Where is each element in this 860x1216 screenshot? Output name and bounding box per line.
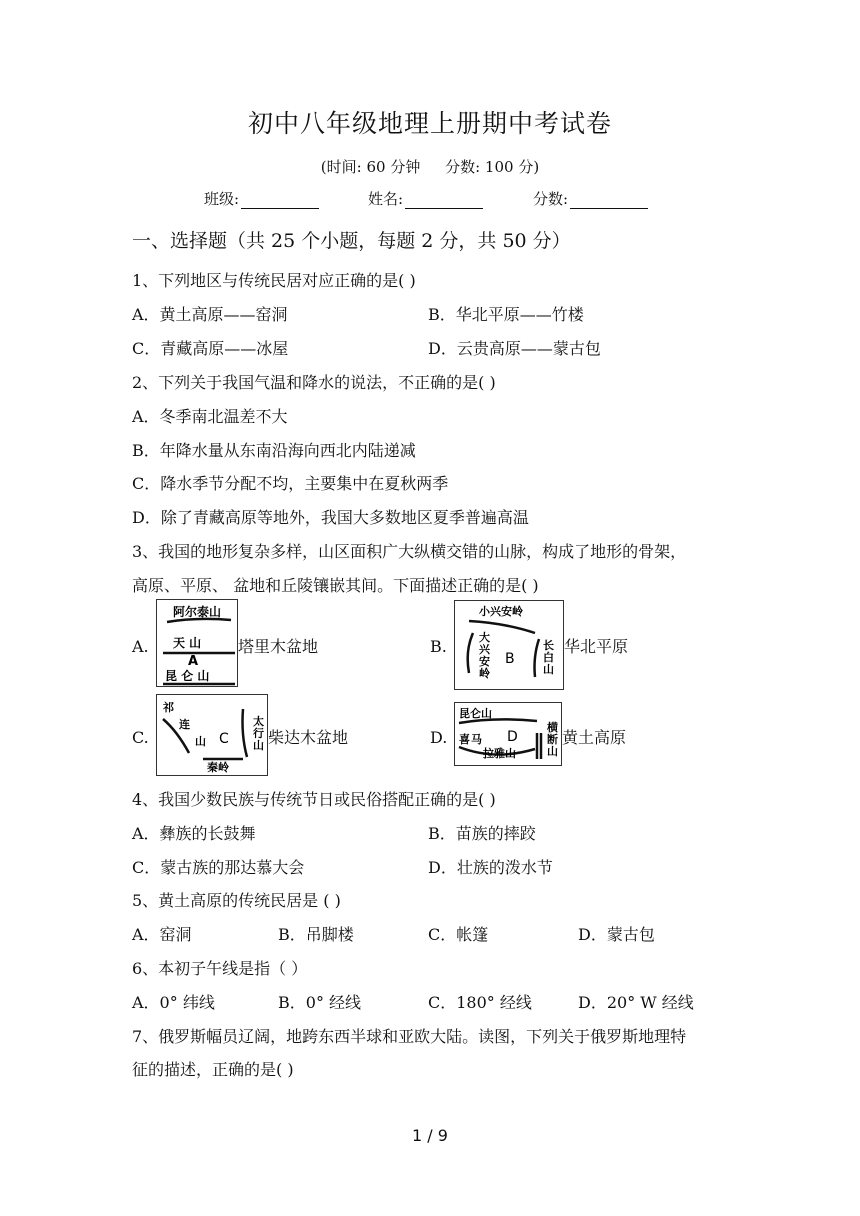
question-4-stem: 4、我国少数民族与传统节日或民俗搭配正确的是( ) [132, 790, 496, 809]
q5-option-b[interactable]: B．吊脚楼 [278, 925, 354, 944]
q1-option-b[interactable]: B．华北平原——竹楼 [428, 305, 584, 324]
map-b-changbai-line [535, 639, 540, 677]
q3-map-b [454, 600, 564, 690]
q3-map-d [454, 702, 562, 766]
map-c-right-1: 太 [253, 715, 264, 728]
question-1-stem: 1、下列地区与传统民居对应正确的是( ) [132, 271, 416, 290]
map-d-label-bottom: 拉雅山 [483, 747, 516, 760]
map-d-right-2: 断 [547, 733, 558, 746]
map-b-daxinganling-line [468, 633, 473, 673]
map-b-label-top: 小兴安岭 [479, 605, 523, 618]
map-d-right-3: 山 [547, 745, 558, 758]
q3-option-a-letter[interactable]: A. [132, 637, 149, 656]
score-field[interactable] [533, 188, 648, 209]
map-c-taihang-line [243, 709, 248, 757]
map-a-letter: A [188, 654, 199, 669]
map-d-letter: D [507, 729, 518, 745]
q3-option-a-answer[interactable]: 塔里木盆地 [238, 637, 319, 656]
map-c-left-3: 山 [195, 735, 206, 748]
question-3-stem-2: 高原、平原、 盆地和丘陵镶嵌其间。下面描述正确的是( ) [132, 576, 539, 595]
q1-option-a[interactable]: A．黄土高原——窑洞 [132, 305, 288, 324]
map-c-left-1: 祁 [163, 701, 174, 714]
map-c-letter: C [219, 731, 229, 747]
page-title: 初中八年级地理上册期中考试卷 [247, 109, 612, 138]
q3-map-c [156, 694, 268, 776]
exam-score: 分数: 100 分) [445, 158, 540, 176]
q5-option-a[interactable]: A．窑洞 [132, 925, 192, 944]
q3-option-d-letter[interactable]: D. [430, 728, 448, 747]
map-a-altai-line [167, 619, 231, 622]
map-d-label-top: 昆仑山 [459, 707, 492, 720]
map-b-letter: B [505, 651, 515, 667]
question-6-stem: 6、本初子午线是指（ ） [132, 959, 308, 978]
q4-option-b[interactable]: B．苗族的摔跤 [428, 824, 536, 843]
class-label: 班级: [204, 190, 240, 208]
q1-option-c[interactable]: C．青藏高原——冰屋 [132, 339, 289, 358]
score-label: 分数: [533, 190, 569, 208]
map-b-right-2: 白 [543, 651, 554, 664]
map-d-left-1: 喜 [459, 733, 470, 746]
q4-option-c[interactable]: C．蒙古族的那达慕大会 [132, 858, 305, 877]
q6-option-c[interactable]: C．180° 经线 [428, 993, 532, 1012]
q2-option-b[interactable]: B．年降水量从东南沿海向西北内陆递减 [132, 441, 416, 460]
map-b-right-1: 长 [543, 639, 554, 652]
name-label: 姓名: [368, 190, 404, 208]
section-heading: 一、选择题（共 25 个小题，每题 2 分，共 50 分） [132, 230, 571, 252]
q6-option-d[interactable]: D．20° W 经线 [578, 993, 694, 1012]
q2-option-a[interactable]: A．冬季南北温差不大 [132, 407, 288, 426]
page-number: 1 / 9 [412, 1126, 448, 1145]
q6-option-b[interactable]: B．0° 经线 [278, 993, 362, 1012]
q4-option-a[interactable]: A．彝族的长鼓舞 [132, 824, 256, 843]
map-b-left-2: 兴 [479, 643, 490, 656]
q4-option-d[interactable]: D．壮族的泼水节 [428, 858, 553, 877]
map-b-right-3: 山 [543, 663, 554, 676]
q2-option-c[interactable]: C．降水季节分配不均，主要集中在夏秋两季 [132, 474, 449, 493]
question-5-stem: 5、黄土高原的传统民居是 ( ) [132, 891, 341, 910]
score-blank[interactable] [570, 190, 648, 209]
q3-option-b-letter[interactable]: B. [430, 637, 447, 656]
map-c-right-3: 山 [253, 739, 264, 752]
q3-option-c-answer[interactable]: 柴达木盆地 [268, 728, 349, 747]
class-blank[interactable] [241, 190, 319, 209]
q3-option-d-answer[interactable]: 黄土高原 [562, 728, 627, 747]
question-2-stem: 2、下列关于我国气温和降水的说法，不正确的是( ) [132, 373, 496, 392]
map-b-left-4: 岭 [479, 667, 490, 680]
exam-time: (时间: 60 分钟 [320, 158, 421, 176]
map-a-label-mid: 天 山 [173, 636, 202, 650]
map-c-right-2: 行 [253, 727, 264, 740]
map-b-left-1: 大 [479, 631, 490, 644]
q3-map-a [156, 599, 238, 687]
name-blank[interactable] [405, 190, 483, 209]
map-c-left-2: 连 [179, 718, 190, 731]
q5-option-d[interactable]: D．蒙古包 [578, 925, 655, 944]
map-d-left-2: 马 [471, 733, 482, 746]
map-d-right-1: 横 [547, 721, 558, 734]
map-a-label-bottom: 昆 仑 山 [165, 669, 210, 683]
map-b-left-3: 安 [479, 655, 490, 668]
question-7-stem-2: 征的描述，正确的是( ) [132, 1060, 294, 1079]
q6-option-a[interactable]: A．0° 纬线 [132, 993, 215, 1012]
map-c-label-bottom: 秦岭 [207, 761, 229, 774]
question-7-stem: 7、俄罗斯幅员辽阔，地跨东西半球和亚欧大陆。读图，下列关于俄罗斯地理特 [132, 1027, 687, 1046]
name-field[interactable] [368, 188, 483, 209]
q3-option-b-answer[interactable]: 华北平原 [564, 637, 629, 656]
class-field[interactable] [204, 188, 319, 209]
q1-option-d[interactable]: D．云贵高原——蒙古包 [428, 339, 601, 358]
exam-subtitle [0, 156, 860, 177]
q5-option-c[interactable]: C．帐篷 [428, 925, 489, 944]
q2-option-d[interactable]: D．除了青藏高原等地外，我国大多数地区夏季普遍高温 [132, 508, 529, 527]
map-a-label-top: 阿尔泰山 [173, 605, 222, 619]
q3-option-c-letter[interactable]: C. [132, 728, 149, 747]
question-3-stem: 3、我国的地形复杂多样，山区面积广大纵横交错的山脉，构成了地形的骨架， [132, 542, 687, 561]
